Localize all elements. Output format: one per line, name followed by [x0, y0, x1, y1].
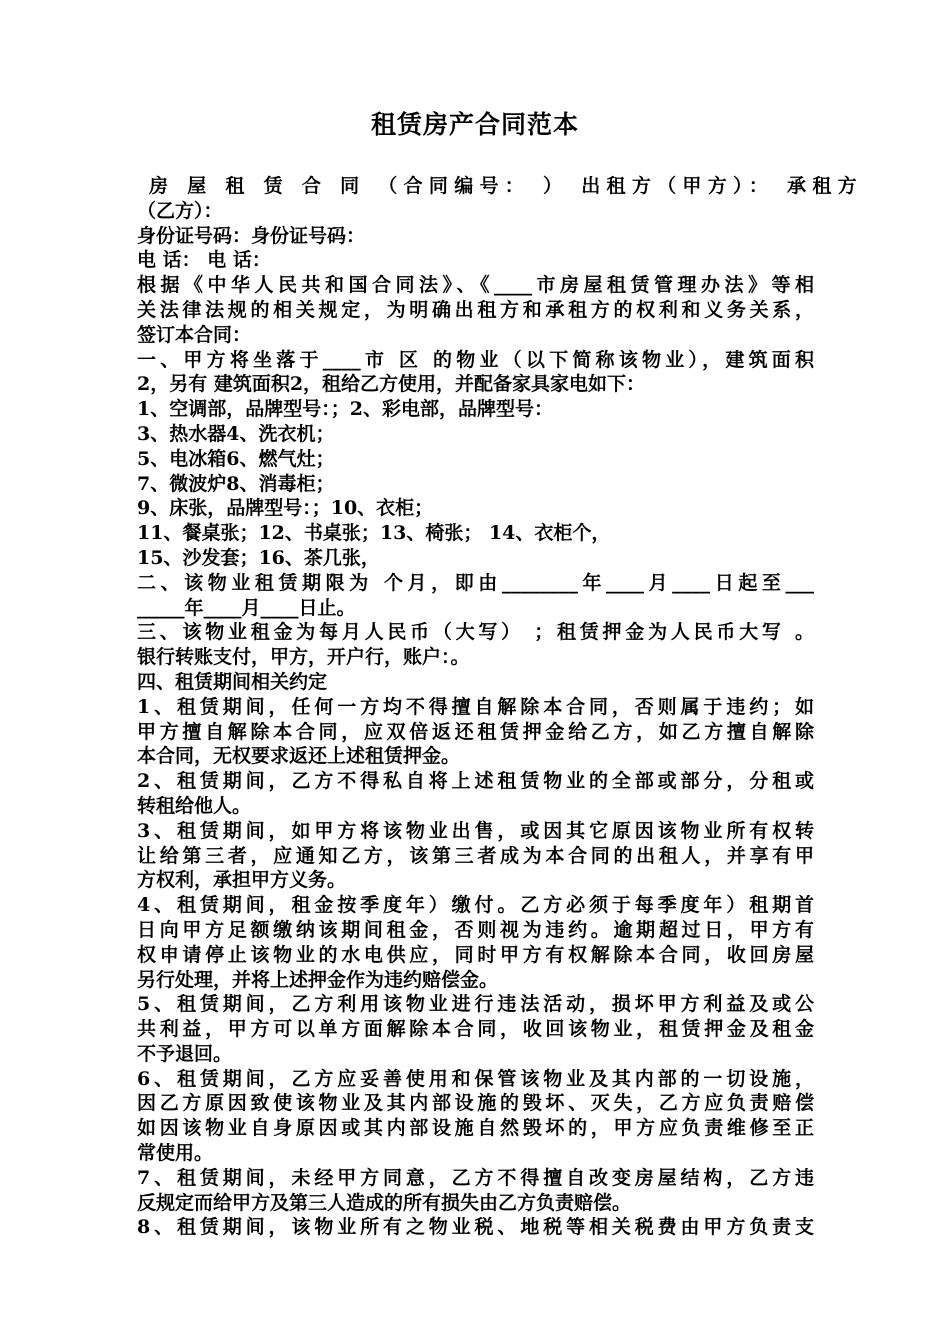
- document-title: 租赁房产合同范本: [370, 110, 579, 139]
- document-line: 反规定而给甲方及第三人造成的所有损失由乙方负责赔偿。: [137, 1191, 632, 1214]
- document-line: 2、租赁期间，乙方不得私自将上述租赁物业的全部或部分，分租或: [137, 770, 814, 793]
- document-line: 8、租赁期间，该物业所有之物业税、地税等相关税费由甲方负责支: [137, 1216, 814, 1239]
- document-line: 签订本合同：: [137, 323, 252, 346]
- document-line: 常使用。: [137, 1142, 214, 1165]
- document-line: 3、租赁期间，如甲方将该物业出售，或因其它原因该物业所有权转: [137, 819, 814, 842]
- document-line: 房 屋 租 赁 合 同 （合同编号： ） 出租方（甲方）： 承租方: [149, 175, 863, 197]
- document-line: 甲方擅自解除本合同，应双倍返还租赁押金给乙方，如乙方擅自解除: [137, 720, 814, 743]
- document-line: 7、微波炉8、消毒柜；: [137, 472, 335, 495]
- document-line: 转租给他人。: [137, 794, 252, 817]
- document-line: 根据《中华人民共和国合同法》、《____市房屋租赁管理办法》等相: [137, 274, 814, 297]
- document-line: 关法律法规的相关规定，为明确出租方和承租方的权利和义务关系，: [137, 298, 814, 321]
- document-body: [137, 174, 863, 1240]
- document-line: 电 话： 电 话：: [137, 249, 271, 272]
- document-line: 身份证号码：身份证号码：: [137, 224, 366, 247]
- document-line: 一、甲方将坐落于____市 区 的物业（以下简称该物业），建筑面积: [137, 348, 814, 371]
- document-line: 4、租赁期间，租金按季度年）缴付。乙方必须于每季度年）租期首: [137, 894, 814, 917]
- document-line: 权申请停止该物业的水电供应，同时甲方有权解除本合同，收回房屋: [137, 943, 814, 966]
- document-line: 9、床张，品牌型号：；10、衣柜；: [137, 497, 434, 520]
- document-line: 5、电冰箱6、燃气灶；: [137, 447, 335, 470]
- document-line: 日向甲方足额缴纳该期间租金，否则视为违约。逾期超过日，甲方有: [137, 918, 814, 941]
- document-line: 6、租赁期间，乙方应妥善使用和保管该物业及其内部的一切设施，: [137, 1067, 814, 1090]
- document-line: 本合同，无权要求返还上述租赁押金。: [137, 745, 461, 768]
- document-line: 因乙方原因致使该物业及其内部设施的毁坏、灭失，乙方应负责赔偿: [137, 1092, 814, 1115]
- document-line: 7、租赁期间，未经甲方同意，乙方不得擅自改变房屋结构，乙方违: [137, 1166, 814, 1189]
- document-line: _____年____月____日止。: [137, 596, 356, 619]
- document-line: 四、租赁期间相关约定: [137, 670, 328, 693]
- document-line: 另行处理，并将上述押金作为违约赔偿金。: [137, 968, 499, 991]
- document-line: 3、热水器4、洗衣机；: [137, 422, 335, 445]
- document-line: 方权利，承担甲方义务。: [137, 869, 347, 892]
- document-line: （乙方）：: [137, 199, 223, 222]
- document-line: 15、沙发套；16、茶几张，: [137, 546, 380, 569]
- document-line: 共利益，甲方可以单方面解除本合同，收回该物业，租赁押金及租金: [137, 1018, 814, 1041]
- document-line: 不予退回。: [137, 1042, 233, 1065]
- document-line: 2，另有 建筑面积2，租给乙方使用，并配备家具家电如下：: [137, 373, 646, 396]
- document-line: 11、餐桌张；12、书桌张；13、椅张； 14、衣柜个，: [137, 522, 611, 545]
- document-line: 如因该物业自身原因或其内部设施自然毁坏的，甲方应负责维修至正: [137, 1117, 814, 1140]
- document-line: 5、租赁期间，乙方利用该物业进行违法活动，损坏甲方利益及或公: [137, 993, 814, 1016]
- document-line: 1、租赁期间，任何一方均不得擅自解除本合同，否则属于违约；如: [137, 695, 814, 718]
- document-line: 三、该物业租金为每月人民币（大写） ；租赁押金为人民币大写 。: [137, 621, 814, 644]
- document-line: 让给第三者，应通知乙方，该第三者成为本合同的出租人，并享有甲: [137, 844, 814, 867]
- document-line: 1、空调部，品牌型号：；2、彩电部，品牌型号：: [137, 398, 553, 421]
- document-line: 二、该物业租赁期限为 个月，即由________年____月____日起至___: [137, 571, 814, 594]
- document-line: 银行转账支付，甲方，开户行，账户：。: [137, 646, 470, 669]
